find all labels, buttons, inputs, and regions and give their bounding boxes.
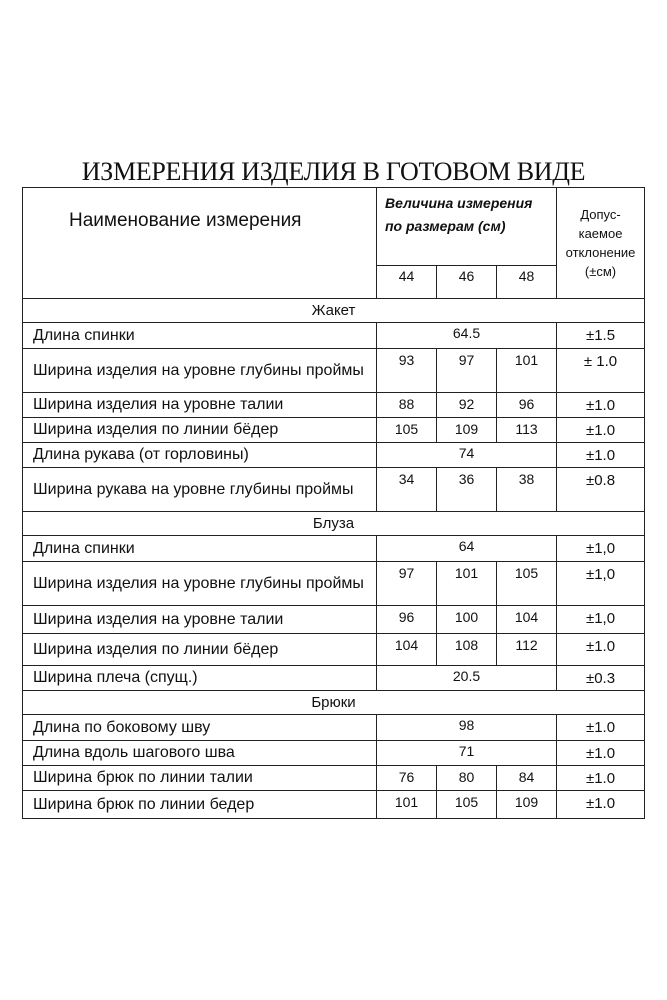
table-row — [23, 562, 645, 606]
table-row — [23, 666, 645, 691]
measurement-value-all-sizes: 71 — [377, 741, 557, 766]
section-title: Брюки — [23, 691, 645, 715]
section-title: Жакет — [23, 299, 645, 323]
measurement-value: 101 — [497, 349, 557, 393]
measurement-name: Ширина брюк по линии бедер — [23, 791, 377, 819]
measurement-value: 113 — [497, 418, 557, 443]
measurement-value: 80 — [437, 766, 497, 791]
tolerance-value: ±1.5 — [557, 323, 645, 349]
tolerance-value: ±1.0 — [557, 418, 645, 443]
tolerance-value: ± 1.0 — [557, 349, 645, 393]
measurement-value: 88 — [377, 393, 437, 418]
measurement-value-all-sizes: 64.5 — [377, 323, 557, 349]
measurement-value: 92 — [437, 393, 497, 418]
table-row — [23, 715, 645, 741]
value-column-header: Величина измерения по размерам (см) — [377, 188, 557, 266]
measurement-value: 84 — [497, 766, 557, 791]
measurement-value: 97 — [437, 349, 497, 393]
measurement-name: Длина спинки — [23, 323, 377, 349]
measurement-value: 97 — [377, 562, 437, 606]
tolerance-value: ±1.0 — [557, 791, 645, 819]
section-title: Блуза — [23, 512, 645, 536]
measurement-value: 104 — [497, 606, 557, 634]
tolerance-column-header: Допус-каемое отклонение (±см) — [557, 188, 645, 299]
table-row — [23, 349, 645, 393]
measurement-value: 96 — [377, 606, 437, 634]
measurement-value-all-sizes: 64 — [377, 536, 557, 562]
tolerance-value: ±0.8 — [557, 468, 645, 512]
size-header: 44 — [377, 266, 437, 299]
measurement-value: 101 — [377, 791, 437, 819]
measurement-value: 93 — [377, 349, 437, 393]
measurement-name: Ширина изделия на уровне глубины проймы — [23, 562, 377, 606]
measurements-table — [22, 187, 645, 819]
measurement-name: Ширина изделия по линии бёдер — [23, 634, 377, 666]
tolerance-value: ±1.0 — [557, 393, 645, 418]
measurement-value: 101 — [437, 562, 497, 606]
measurement-name: Ширина плеча (спущ.) — [23, 666, 377, 691]
measurement-name: Ширина изделия на уровне глубины проймы — [23, 349, 377, 393]
measurement-value: 109 — [437, 418, 497, 443]
document-title: ИЗМЕРЕНИЯ ИЗДЕЛИЯ В ГОТОВОМ ВИДЕ — [81, 157, 586, 186]
tolerance-value: ±0.3 — [557, 666, 645, 691]
tolerance-value: ±1.0 — [557, 741, 645, 766]
table-row — [23, 634, 645, 666]
measurement-name: Длина вдоль шагового шва — [23, 741, 377, 766]
measurement-value: 112 — [497, 634, 557, 666]
header-row — [23, 188, 645, 266]
measurement-value: 36 — [437, 468, 497, 512]
measurement-value: 109 — [497, 791, 557, 819]
table-row — [23, 791, 645, 819]
measurement-value: 96 — [497, 393, 557, 418]
name-column-header: Наименование измерения — [23, 188, 377, 299]
table-row — [23, 606, 645, 634]
section-row — [23, 299, 645, 323]
tolerance-value: ±1.0 — [557, 766, 645, 791]
tolerance-value: ±1,0 — [557, 606, 645, 634]
measurement-name: Ширина рукава на уровне глубины проймы — [23, 468, 377, 512]
table-row — [23, 443, 645, 468]
measurement-name: Ширина изделия по линии бёдер — [23, 418, 377, 443]
tolerance-value: ±1.0 — [557, 634, 645, 666]
measurement-value: 108 — [437, 634, 497, 666]
measurement-value: 105 — [497, 562, 557, 606]
table-row — [23, 468, 645, 512]
size-header: 48 — [497, 266, 557, 299]
measurement-value: 38 — [497, 468, 557, 512]
measurement-value: 100 — [437, 606, 497, 634]
measurement-name: Ширина изделия на уровне талии — [23, 393, 377, 418]
measurement-name: Длина по боковому шву — [23, 715, 377, 741]
tolerance-value: ±1,0 — [557, 562, 645, 606]
measurement-name: Ширина брюк по линии талии — [23, 766, 377, 791]
table-row — [23, 741, 645, 766]
table-row — [23, 536, 645, 562]
measurement-value-all-sizes: 74 — [377, 443, 557, 468]
measurement-value-all-sizes: 98 — [377, 715, 557, 741]
tolerance-value: ±1.0 — [557, 443, 645, 468]
tolerance-value: ±1.0 — [557, 715, 645, 741]
table-row — [23, 323, 645, 349]
tolerance-value: ±1,0 — [557, 536, 645, 562]
measurement-name: Длина спинки — [23, 536, 377, 562]
section-row — [23, 691, 645, 715]
measurement-name: Длина рукава (от горловины) — [23, 443, 377, 468]
measurement-value: 105 — [377, 418, 437, 443]
measurement-name: Ширина изделия на уровне талии — [23, 606, 377, 634]
measurement-value: 76 — [377, 766, 437, 791]
measurement-value: 104 — [377, 634, 437, 666]
measurement-value: 34 — [377, 468, 437, 512]
table-row — [23, 418, 645, 443]
measurement-value-all-sizes: 20.5 — [377, 666, 557, 691]
section-row — [23, 512, 645, 536]
size-header: 46 — [437, 266, 497, 299]
table-row — [23, 766, 645, 791]
measurement-value: 105 — [437, 791, 497, 819]
table-row — [23, 393, 645, 418]
